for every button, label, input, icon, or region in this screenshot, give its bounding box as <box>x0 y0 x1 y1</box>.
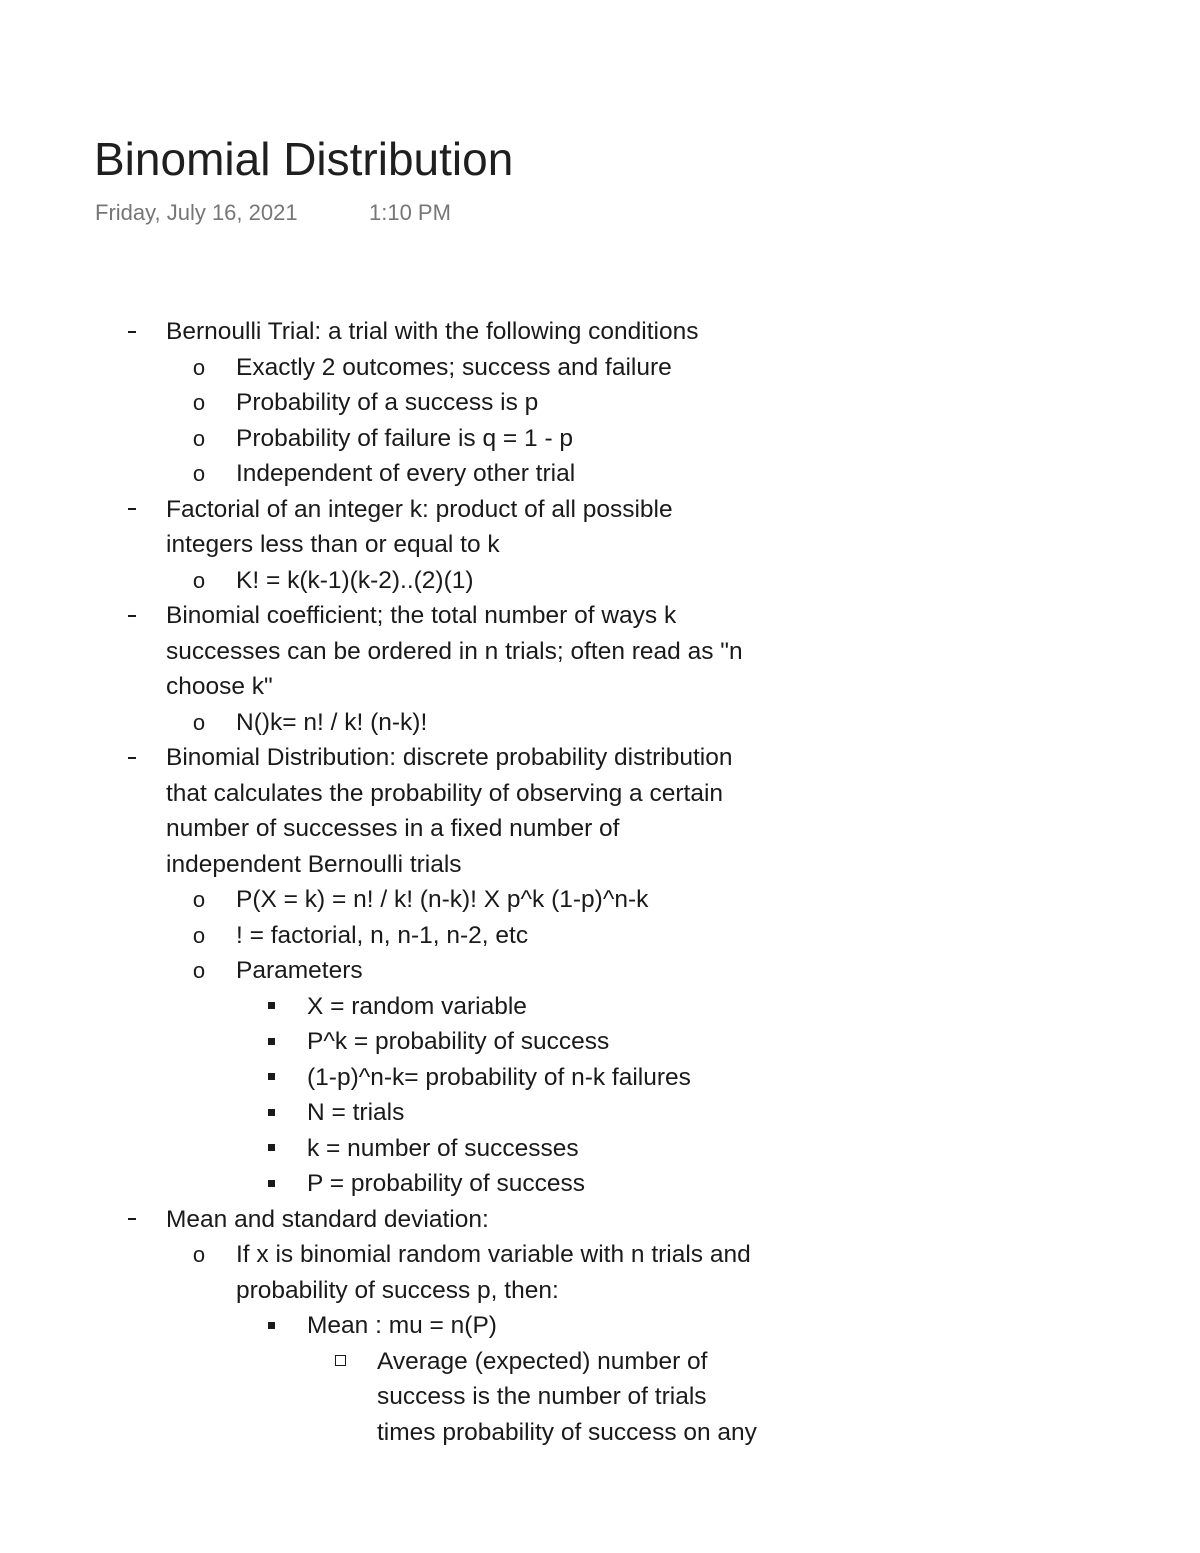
circle-bullet-icon: o <box>192 1242 206 1267</box>
note-line <box>0 1379 1200 1415</box>
note-text: ! = factorial, n, n-1, n-2, etc <box>236 921 529 949</box>
note-line <box>0 456 1200 492</box>
note-text: X = random variable <box>307 992 527 1020</box>
page-time: 1:10 PM <box>369 200 451 225</box>
note-line <box>0 314 1200 350</box>
note-text: Exactly 2 outcomes; success and failure <box>236 353 672 381</box>
note-line <box>0 563 1200 599</box>
note-line <box>0 740 1200 776</box>
note-line <box>0 492 1200 528</box>
note-line <box>0 1273 1200 1309</box>
note-text: integers less than or equal to k <box>166 531 500 558</box>
note-text: Factorial of an integer k: product of all possible <box>166 495 673 523</box>
circle-bullet-icon: o <box>192 390 206 415</box>
note-text: successes can be ordered in n trials; often read as "n <box>166 637 743 665</box>
note-text: Binomial coefficient; the total number of ways k <box>166 602 677 629</box>
page-date-line <box>95 198 451 228</box>
square-bullet-icon <box>264 1060 278 1096</box>
note-text: Probability of a success is p <box>236 389 539 416</box>
note-text: K! = k(k-1)(k-2)..(2)(1) <box>236 566 474 594</box>
note-line <box>0 421 1200 457</box>
note-text: Mean and standard deviation: <box>166 1205 489 1233</box>
page-date: Friday, July 16, 2021 <box>95 200 298 225</box>
notes-outline <box>0 314 1200 1450</box>
dash-bullet-icon <box>124 598 140 634</box>
note-text: Binomial Distribution: discrete probability distribution <box>166 744 733 771</box>
note-text: N = trials <box>307 1099 405 1126</box>
note-text: P = probability of success <box>307 1170 586 1197</box>
circle-bullet-icon: o <box>192 887 206 912</box>
dash-bullet-icon <box>124 740 140 776</box>
dash-bullet-icon <box>124 314 140 350</box>
note-line <box>0 1308 1200 1344</box>
note-text: probability of success p, then: <box>236 1276 559 1304</box>
circle-bullet-icon: o <box>192 709 206 735</box>
note-line <box>0 598 1200 634</box>
note-text: k = number of successes <box>307 1134 579 1162</box>
note-text: Parameters <box>236 957 363 984</box>
note-line <box>0 1095 1200 1131</box>
circle-bullet-icon: o <box>192 922 206 948</box>
note-text: If x is binomial random variable with n trials and <box>236 1241 751 1268</box>
note-line <box>0 882 1200 918</box>
circle-bullet-icon: o <box>192 354 206 380</box>
note-line <box>0 918 1200 954</box>
note-line <box>0 1415 1200 1451</box>
note-text: independent Bernoulli trials <box>166 850 462 878</box>
square-bullet-icon <box>264 1095 278 1131</box>
note-text: Mean : mu = n(P) <box>307 1312 497 1339</box>
square-bullet-icon <box>264 1024 278 1060</box>
note-text: Probability of failure is q = 1 - p <box>236 424 574 452</box>
hollow-square-bullet-icon <box>331 1344 349 1380</box>
note-line <box>0 1344 1200 1380</box>
note-line <box>0 776 1200 812</box>
circle-bullet-icon: o <box>192 425 206 451</box>
note-line <box>0 953 1200 989</box>
note-line <box>0 1202 1200 1238</box>
note-text: P(X = k) = n! / k! (n-k)! X p^k (1-p)^n-k <box>236 886 649 913</box>
note-line <box>0 385 1200 421</box>
note-line <box>0 1060 1200 1096</box>
note-line <box>0 705 1200 741</box>
note-text: (1-p)^n-k= probability of n-k failures <box>307 1063 691 1091</box>
note-text: times probability of success on any <box>377 1418 757 1446</box>
note-line <box>0 1166 1200 1202</box>
square-bullet-icon <box>264 1131 278 1167</box>
note-text: Independent of every other trial <box>236 460 576 487</box>
note-line <box>0 1237 1200 1273</box>
circle-bullet-icon: o <box>192 461 206 486</box>
circle-bullet-icon: o <box>192 567 206 593</box>
note-line <box>0 669 1200 705</box>
note-text: choose k" <box>166 673 273 700</box>
note-text: number of successes in a fixed number of <box>166 815 620 842</box>
note-line <box>0 1131 1200 1167</box>
note-line <box>0 989 1200 1025</box>
square-bullet-icon <box>264 989 278 1025</box>
note-line <box>0 527 1200 563</box>
note-text: that calculates the probability of observing a certain <box>166 779 724 807</box>
page-title: Binomial Distribution <box>94 133 514 185</box>
note-line <box>0 634 1200 670</box>
dash-bullet-icon <box>124 1202 140 1238</box>
circle-bullet-icon: o <box>192 958 206 983</box>
note-text: Average (expected) number of <box>377 1347 708 1375</box>
note-text: P^k = probability of success <box>307 1028 610 1055</box>
note-line <box>0 350 1200 386</box>
note-text: N()k= n! / k! (n-k)! <box>236 708 428 736</box>
dash-bullet-icon <box>124 492 140 528</box>
note-line <box>0 811 1200 847</box>
note-line <box>0 1024 1200 1060</box>
note-text: success is the number of trials <box>377 1383 707 1410</box>
square-bullet-icon <box>264 1308 278 1344</box>
note-text: Bernoulli Trial: a trial with the following conditions <box>166 318 699 345</box>
note-line <box>0 847 1200 883</box>
square-bullet-icon <box>264 1166 278 1202</box>
